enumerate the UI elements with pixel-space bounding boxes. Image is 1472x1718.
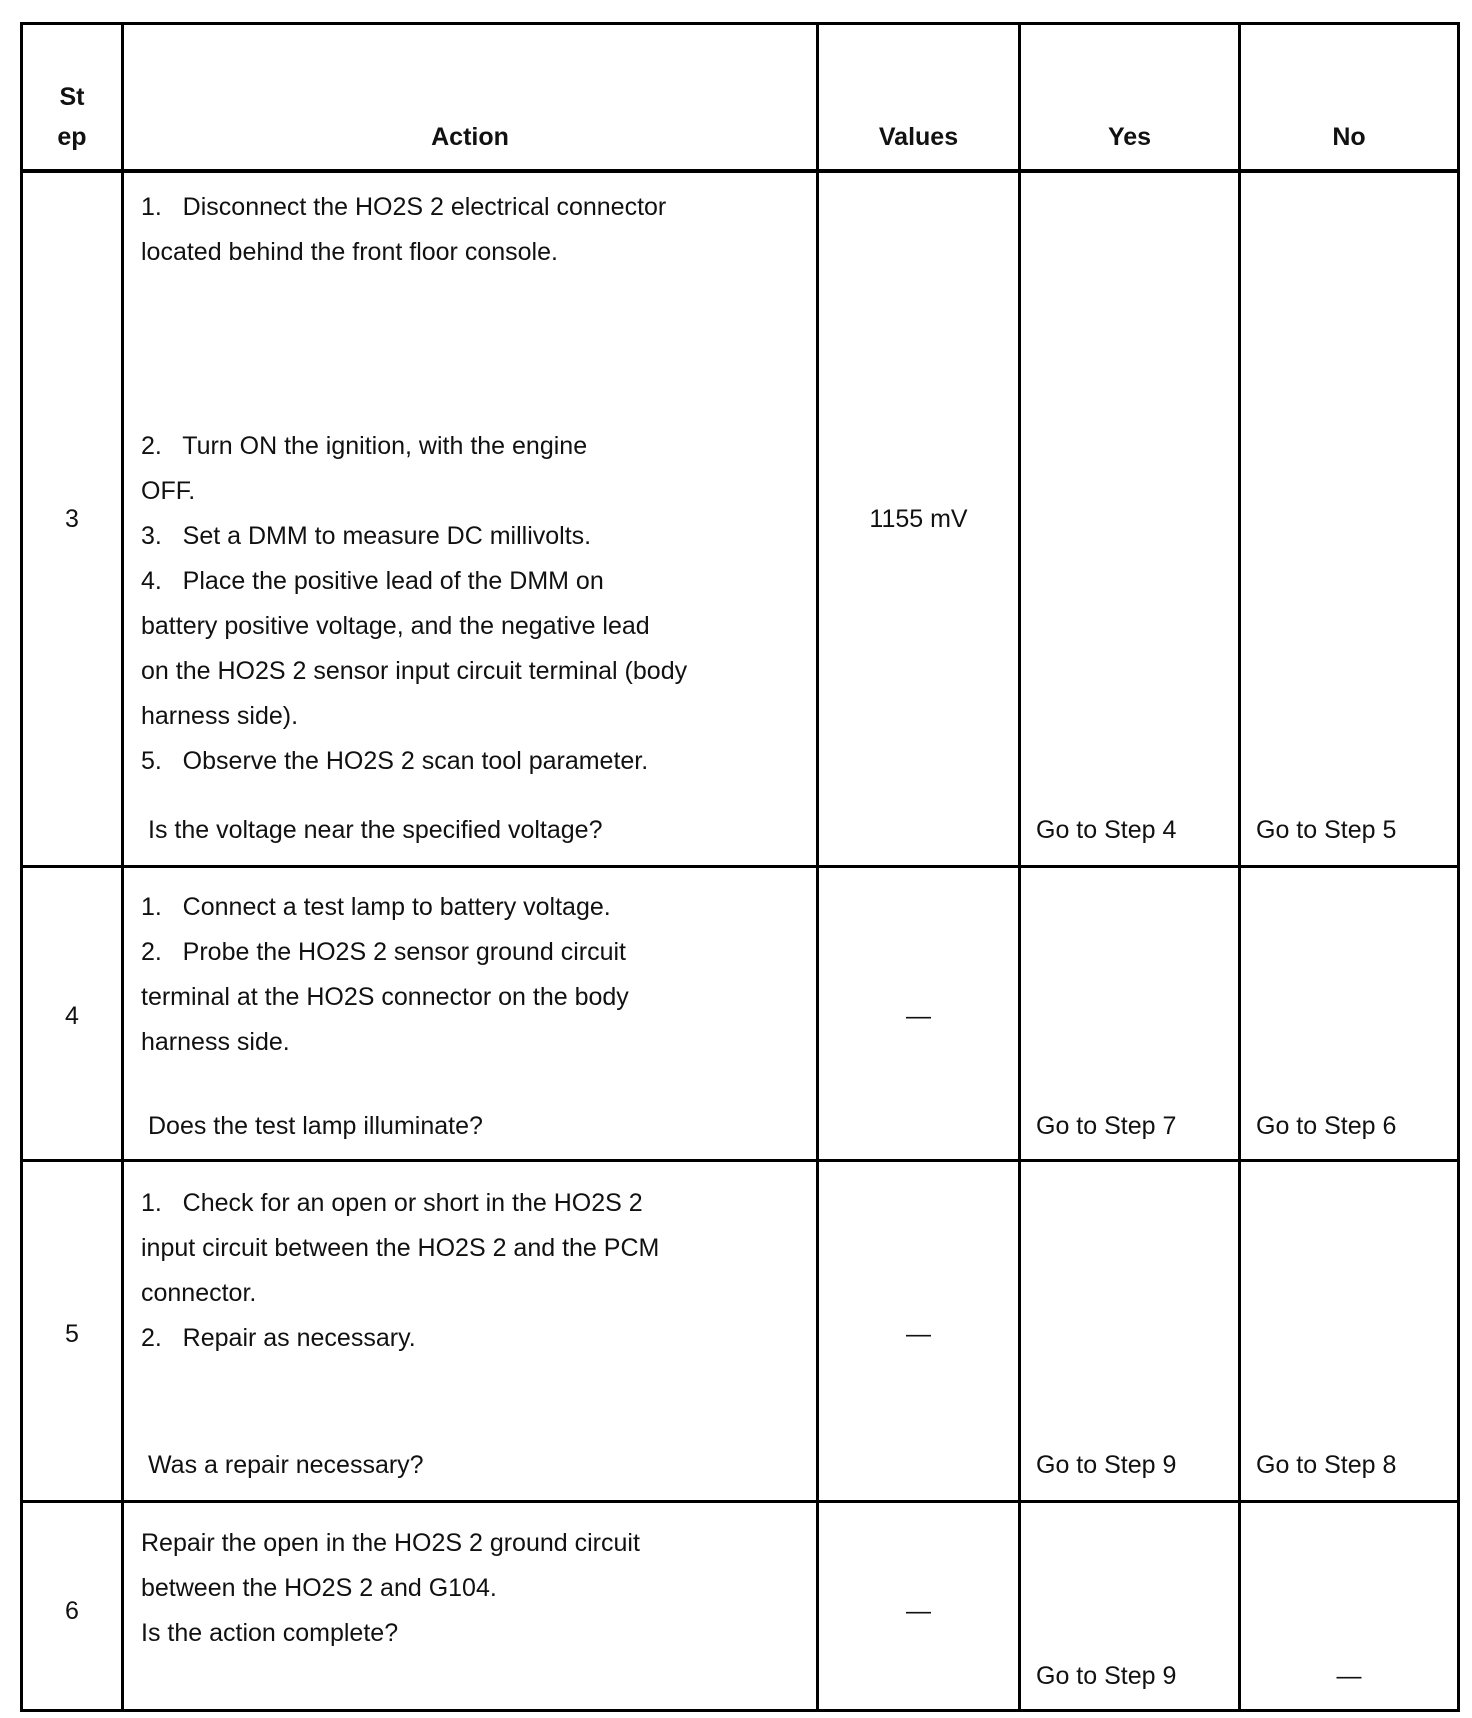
header-action: Action bbox=[431, 123, 509, 151]
header-step: St ep bbox=[57, 83, 87, 151]
value-cell: 1155 mV bbox=[869, 505, 968, 533]
action-cell bbox=[141, 424, 811, 784]
no-cell: Go to Step 6 bbox=[1256, 1112, 1397, 1140]
action-line: 5. Observe the HO2S 2 scan tool parameter. bbox=[141, 747, 649, 775]
action-line: 1. Connect a test lamp to battery voltage. bbox=[141, 893, 611, 921]
step-number: 6 bbox=[65, 1597, 79, 1625]
yes-cell: Go to Step 4 bbox=[1036, 816, 1177, 844]
step-number: 5 bbox=[65, 1320, 79, 1348]
header-no: No bbox=[1332, 123, 1366, 151]
row-divider bbox=[20, 1159, 1460, 1162]
table-border-top bbox=[20, 22, 1460, 25]
action-line: harness side. bbox=[141, 1028, 290, 1056]
action-line: battery positive voltage, and the negative lead bbox=[141, 612, 650, 640]
column-divider bbox=[1238, 22, 1241, 1712]
step-number: 3 bbox=[65, 505, 79, 533]
table-border-left bbox=[20, 22, 23, 1712]
no-cell: Go to Step 8 bbox=[1256, 1451, 1397, 1479]
action-line: input circuit between the HO2S 2 and the PCM bbox=[141, 1234, 660, 1262]
diagnostic-table bbox=[20, 22, 1460, 1712]
column-divider bbox=[1018, 22, 1021, 1712]
action-line: 2. Probe the HO2S 2 sensor ground circuit bbox=[141, 938, 626, 966]
column-divider bbox=[816, 22, 819, 1712]
yes-cell: Go to Step 7 bbox=[1036, 1112, 1177, 1140]
action-line: 2. Repair as necessary. bbox=[141, 1324, 416, 1352]
row-divider bbox=[20, 865, 1460, 868]
column-divider bbox=[121, 22, 124, 1712]
action-line: terminal at the HO2S connector on the body bbox=[141, 983, 629, 1011]
action-line: 1. Check for an open or short in the HO2S 2 bbox=[141, 1189, 643, 1217]
no-cell: Go to Step 5 bbox=[1256, 816, 1397, 844]
header-values: Values bbox=[878, 123, 959, 151]
action-line: OFF. bbox=[141, 477, 196, 505]
action-cell bbox=[141, 1181, 811, 1361]
action-line: Is the action complete? bbox=[141, 1619, 399, 1647]
header-divider bbox=[20, 169, 1460, 173]
yes-cell: Go to Step 9 bbox=[1036, 1662, 1177, 1690]
action-line: between the HO2S 2 and G104. bbox=[141, 1574, 497, 1602]
table-border-right bbox=[1457, 22, 1460, 1712]
step-number: 4 bbox=[65, 1002, 79, 1030]
action-line: located behind the front floor console. bbox=[141, 238, 558, 266]
row-divider bbox=[20, 1500, 1460, 1503]
question-text: Is the voltage near the specified voltage? bbox=[148, 816, 603, 844]
action-line: 4. Place the positive lead of the DMM on bbox=[141, 567, 604, 595]
action-line: Repair the open in the HO2S 2 ground circuit bbox=[141, 1529, 640, 1557]
action-line: 2. Turn ON the ignition, with the engine bbox=[141, 432, 588, 460]
action-cell bbox=[141, 185, 811, 275]
action-line: 3. Set a DMM to measure DC millivolts. bbox=[141, 522, 592, 550]
value-cell: — bbox=[906, 1002, 931, 1030]
yes-cell: Go to Step 9 bbox=[1036, 1451, 1177, 1479]
action-line: harness side). bbox=[141, 702, 299, 730]
action-cell bbox=[141, 885, 811, 1065]
header-yes: Yes bbox=[1107, 123, 1152, 151]
action-line: on the HO2S 2 sensor input circuit terminal (body bbox=[141, 657, 688, 685]
action-line: connector. bbox=[141, 1279, 257, 1307]
question-text: Does the test lamp illuminate? bbox=[148, 1112, 483, 1140]
value-cell: — bbox=[906, 1597, 931, 1625]
table-border-bottom bbox=[20, 1709, 1460, 1712]
action-line: 1. Disconnect the HO2S 2 electrical connector bbox=[141, 193, 667, 221]
question-text: Was a repair necessary? bbox=[148, 1451, 424, 1479]
value-cell: — bbox=[906, 1320, 931, 1348]
action-cell bbox=[141, 1521, 811, 1656]
no-cell: — bbox=[1336, 1662, 1362, 1690]
